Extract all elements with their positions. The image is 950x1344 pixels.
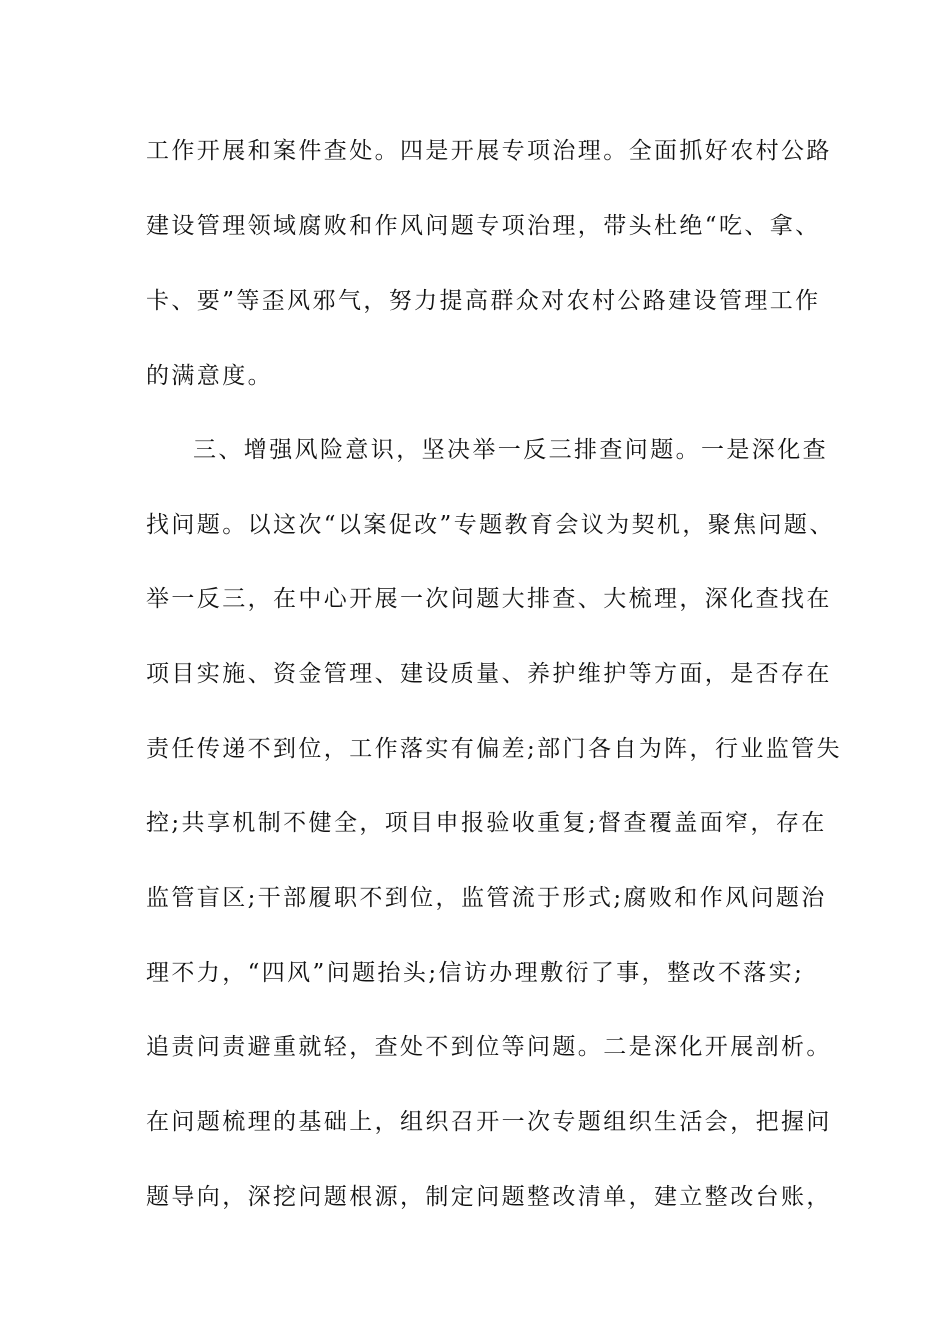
text-line-4: 的满意度。 [146, 363, 273, 389]
text-line-8: 项目实施、资金管理、建设质量、养护维护等方面，是否存在 [146, 661, 832, 687]
text-line-1: 工作开展和案件查处。四是开展专项治理。全面抓好农村公路 [146, 138, 832, 164]
text-line-9: 责任传递不到位，工作落实有偏差;部门各自为阵，行业监管失 [146, 736, 842, 762]
text-line-5: 三、增强风险意识，坚决举一反三排查问题。一是深化查 [193, 437, 828, 463]
text-line-11: 监管盲区;干部履职不到位，监管流于形式;腐败和作风问题治 [146, 885, 827, 911]
text-line-13: 追责问责避重就轻，查处不到位等问题。二是深化开展剖析。 [146, 1034, 832, 1060]
text-line-3: 卡、要”等歪风邪气，努力提高群众对农村公路建设管理工作 [146, 288, 821, 314]
text-line-14: 在问题梳理的基础上，组织召开一次专题组织生活会，把握问 [146, 1109, 832, 1135]
text-line-7: 举一反三，在中心开展一次问题大排查、大梳理，深化查找在 [146, 586, 832, 612]
text-line-12: 理不力，“四风”问题抬头;信访办理敷衍了事，整改不落实; [146, 960, 805, 986]
text-line-15: 题导向，深挖问题根源，制定问题整改清单，建立整改台账， [146, 1184, 832, 1210]
text-line-10: 控;共享机制不健全，项目申报验收重复;督查覆盖面窄，存在 [146, 810, 827, 836]
text-line-2: 建设管理领域腐败和作风问题专项治理，带头杜绝“吃、拿、 [146, 213, 821, 239]
text-line-6: 找问题。以这次“以案促改”专题教育会议为契机，聚焦问题、 [146, 512, 835, 538]
